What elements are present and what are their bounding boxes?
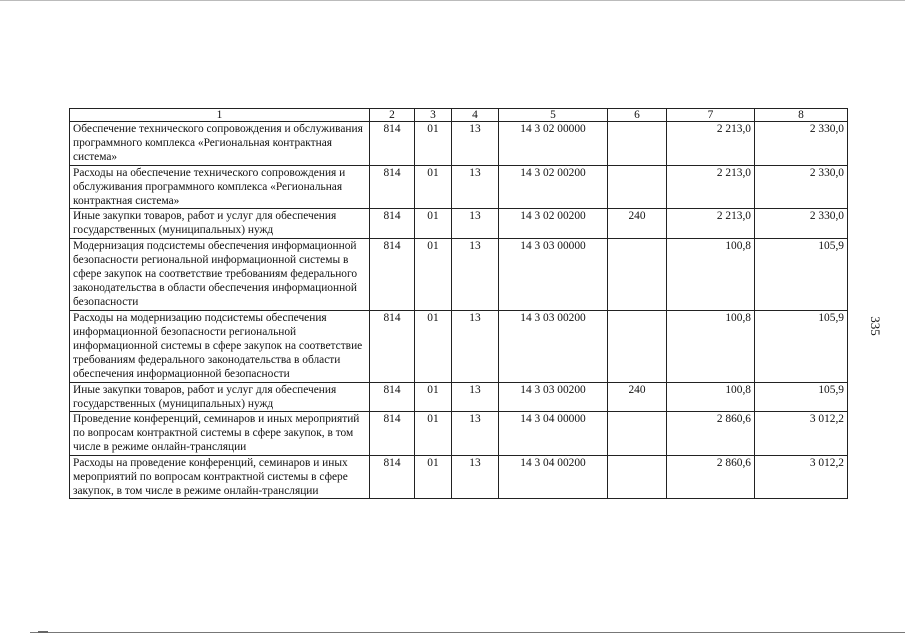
header-cell: 4: [452, 109, 499, 122]
target-article-cell: 14 3 02 00200: [499, 165, 608, 209]
section-code-cell: 01: [415, 165, 452, 209]
ministry-code-cell: 814: [370, 310, 415, 382]
target-article-cell: 14 3 04 00000: [499, 412, 608, 456]
target-article-cell: 14 3 02 00000: [499, 122, 608, 166]
budget-table: [69, 108, 848, 499]
section-code-cell: 01: [415, 382, 452, 411]
expense-name-cell: Расходы на проведение конференций, семинаров и иных мероприятий по вопросам контрактной системы в сфере закупок, в том числе в режиме онлайн-трансляции: [70, 455, 370, 499]
table-row: [70, 238, 848, 310]
subsection-code-cell: 13: [452, 165, 499, 209]
header-cell: 8: [755, 109, 848, 122]
ministry-code-cell: 814: [370, 238, 415, 310]
table-row: [70, 455, 848, 499]
section-code-cell: 01: [415, 455, 452, 499]
table-row: [70, 310, 848, 382]
header-cell: 2: [370, 109, 415, 122]
page-bottom-edge: [30, 632, 905, 633]
expense-type-cell: 240: [608, 209, 667, 238]
table-row: [70, 382, 848, 411]
amount-year1-cell: 2 860,6: [667, 455, 755, 499]
target-article-cell: 14 3 03 00200: [499, 310, 608, 382]
section-code-cell: 01: [415, 238, 452, 310]
amount-year2-cell: 3 012,2: [755, 455, 848, 499]
expense-type-cell: [608, 122, 667, 166]
expense-name-cell: Иные закупки товаров, работ и услуг для обеспечения государственных (муниципальных) нужд: [70, 382, 370, 411]
expense-type-cell: [608, 165, 667, 209]
ministry-code-cell: 814: [370, 382, 415, 411]
subsection-code-cell: 13: [452, 209, 499, 238]
ministry-code-cell: 814: [370, 455, 415, 499]
expense-type-cell: 240: [608, 382, 667, 411]
ministry-code-cell: 814: [370, 412, 415, 456]
expense-type-cell: [608, 310, 667, 382]
header-cell: 6: [608, 109, 667, 122]
ministry-code-cell: 814: [370, 209, 415, 238]
amount-year1-cell: 100,8: [667, 238, 755, 310]
expense-name-cell: Обеспечение технического сопровождения и обслуживания программного комплекса «Региональная контрактная система»: [70, 122, 370, 166]
target-article-cell: 14 3 04 00200: [499, 455, 608, 499]
expense-type-cell: [608, 412, 667, 456]
section-code-cell: 01: [415, 209, 452, 238]
header-cell: 1: [70, 109, 370, 122]
amount-year1-cell: 2 213,0: [667, 165, 755, 209]
amount-year2-cell: 105,9: [755, 238, 848, 310]
expense-name-cell: Иные закупки товаров, работ и услуг для обеспечения государственных (муниципальных) нужд: [70, 209, 370, 238]
ministry-code-cell: 814: [370, 165, 415, 209]
amount-year2-cell: 105,9: [755, 310, 848, 382]
subsection-code-cell: 13: [452, 122, 499, 166]
header-cell: 5: [499, 109, 608, 122]
subsection-code-cell: 13: [452, 310, 499, 382]
section-code-cell: 01: [415, 122, 452, 166]
expense-name-cell: Расходы на обеспечение технического сопровождения и обслуживания программного комплекса «Региональная контрактная система»: [70, 165, 370, 209]
subsection-code-cell: 13: [452, 412, 499, 456]
expense-name-cell: Проведение конференций, семинаров и иных мероприятий по вопросам контрактной системы в сфере закупок, в том числе в режиме онлайн-трансляции: [70, 412, 370, 456]
target-article-cell: 14 3 03 00000: [499, 238, 608, 310]
amount-year2-cell: 105,9: [755, 382, 848, 411]
scan-mark: [38, 631, 48, 633]
amount-year1-cell: 2 860,6: [667, 412, 755, 456]
header-cell: 3: [415, 109, 452, 122]
section-code-cell: 01: [415, 412, 452, 456]
amount-year1-cell: 2 213,0: [667, 209, 755, 238]
header-cell: 7: [667, 109, 755, 122]
amount-year2-cell: 3 012,2: [755, 412, 848, 456]
expense-type-cell: [608, 455, 667, 499]
ministry-code-cell: 814: [370, 122, 415, 166]
table-row: [70, 165, 848, 209]
target-article-cell: 14 3 03 00200: [499, 382, 608, 411]
amount-year1-cell: 2 213,0: [667, 122, 755, 166]
subsection-code-cell: 13: [452, 455, 499, 499]
table-row: [70, 209, 848, 238]
expense-name-cell: Расходы на модернизацию подсистемы обеспечения информационной безопасности региональной информационной системы в сфере закупок на соответствие требованиям федерального законодательства в области обеспечения информационной безопасности: [70, 310, 370, 382]
amount-year1-cell: 100,8: [667, 310, 755, 382]
expense-type-cell: [608, 238, 667, 310]
amount-year2-cell: 2 330,0: [755, 165, 848, 209]
target-article-cell: 14 3 02 00200: [499, 209, 608, 238]
table-row: [70, 412, 848, 456]
table-header-row: [70, 109, 848, 122]
amount-year2-cell: 2 330,0: [755, 122, 848, 166]
page-number: 335: [868, 316, 883, 336]
expense-name-cell: Модернизация подсистемы обеспечения информационной безопасности региональной информационной системы в сфере закупок на соответствие требованиям федерального законодательства в области обеспечения информационной безопасности: [70, 238, 370, 310]
amount-year1-cell: 100,8: [667, 382, 755, 411]
amount-year2-cell: 2 330,0: [755, 209, 848, 238]
table-row: [70, 122, 848, 166]
subsection-code-cell: 13: [452, 238, 499, 310]
subsection-code-cell: 13: [452, 382, 499, 411]
page-top-edge: [0, 0, 905, 1]
section-code-cell: 01: [415, 310, 452, 382]
